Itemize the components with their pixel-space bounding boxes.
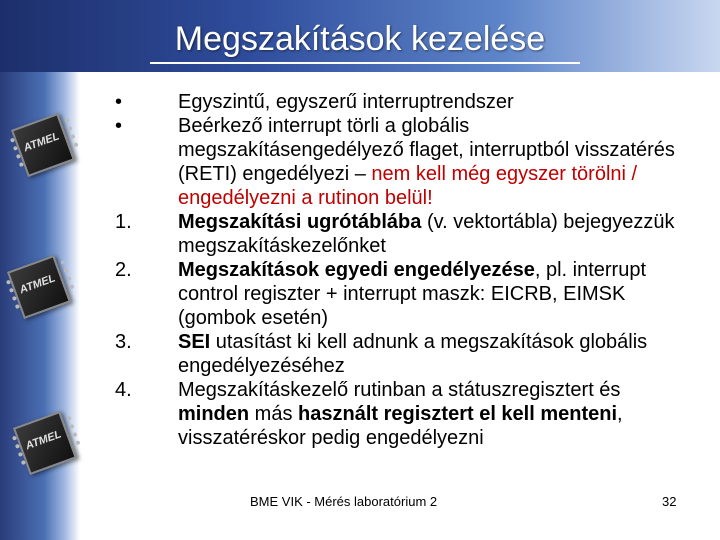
text-run: Egyszintű, egyszerű interruptrendszer [178, 91, 514, 113]
page-number: 32 [662, 494, 677, 509]
footer-text: BME VIK - Mérés laboratórium 2 [250, 494, 438, 509]
chip-icon: ATMEL [13, 411, 77, 475]
list-item [115, 258, 685, 330]
chip-icon: ATMEL [11, 113, 75, 177]
list-item-text [178, 258, 685, 330]
bullet-list [115, 90, 685, 450]
list-item-text [178, 90, 685, 114]
slide-title: Megszakítások kezelése [174, 20, 546, 58]
text-run: minden [178, 403, 250, 425]
list-marker: 2. [115, 259, 132, 281]
list-marker: 1. [115, 211, 132, 233]
list-item [115, 330, 685, 378]
list-item-text [178, 378, 685, 450]
text-run: , visszatéréskor pedig engedélyezni [178, 403, 623, 449]
text-run: , pl. interrupt control regiszter + interrupt maszk: EICRB, EIMSK (gombok esetén) [178, 259, 647, 329]
text-run: Megszakításkezelő rutinban a státuszregisztert és [178, 379, 621, 401]
text-run: Megszakítások egyedi engedélyezése [178, 259, 535, 281]
title-underline [150, 62, 580, 64]
text-run: SEI [178, 331, 211, 353]
text-run: más [249, 403, 299, 425]
text-run: Megszakítási ugrótáblába [178, 211, 422, 233]
list-item-text [178, 330, 685, 378]
list-marker: • [115, 91, 123, 113]
list-item [115, 114, 685, 210]
list-marker: 3. [115, 331, 132, 353]
list-item-text [178, 114, 685, 210]
list-item [115, 210, 685, 258]
list-item-text [178, 210, 685, 258]
text-run: nem kell még egyszer törölni / engedélyezni a rutinon belül! [178, 163, 638, 209]
text-run: (v. vektortábla) bejegyezzük megszakításkezelőnket [178, 211, 675, 257]
text-run: utasítást ki kell adnunk a megszakítások globális engedélyezéséhez [178, 331, 648, 377]
chip-icon: ATMEL [7, 255, 71, 319]
list-marker: 4. [115, 379, 132, 401]
text-run: Beérkező interrupt törli a globális megszakításengedélyező flaget, interruptból visszatérés (RETI) engedélyezi – [178, 115, 675, 185]
list-marker: • [115, 115, 123, 137]
list-item [115, 90, 685, 114]
text-run: használt regisztert el kell menteni [298, 403, 618, 425]
list-item [115, 378, 685, 450]
